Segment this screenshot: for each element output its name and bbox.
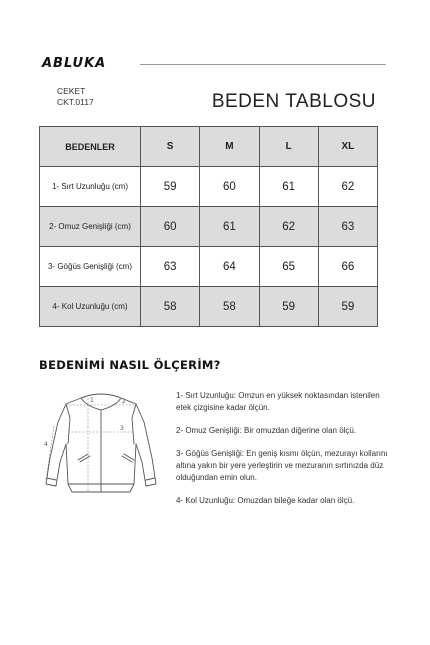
diagram-label: 1: [90, 397, 94, 404]
table-cell: 60: [141, 207, 200, 247]
product-code: CKT.0117: [57, 97, 94, 107]
table-cell: 62: [318, 167, 377, 207]
instruction-item: 2- Omuz Genişliği: Bir omuzdan diğerine olan ölçü.: [176, 426, 357, 435]
row-label: 3- Göğüs Genişliği (cm): [40, 247, 141, 287]
table-cell: 63: [318, 207, 377, 247]
row-label: 1- Sırt Uzunluğu (cm): [40, 167, 141, 207]
instruction-item: 4- Kol Uzunluğu: Omuzdan bileğe kadar olan ölçü.: [176, 496, 355, 505]
table-cell: 59: [259, 287, 318, 327]
table-cell: 59: [318, 287, 377, 327]
table-cell: 62: [259, 207, 318, 247]
brand-logo: ABLUKA: [42, 56, 107, 71]
table-cell: 58: [200, 287, 259, 327]
page-title: BEDEN TABLOSU: [211, 91, 376, 112]
product-type: CEKET: [57, 86, 86, 96]
table-cell: 60: [200, 167, 259, 207]
table-cell: 66: [318, 247, 377, 287]
instruction-item: 1- Sırt Uzunluğu: Omzun en yüksek noktasından istenilen etek çizgisine kadar ölçün.: [176, 391, 380, 412]
table-header-row: [40, 127, 378, 167]
header-cell: XL: [318, 127, 377, 167]
header-cell: L: [259, 127, 318, 167]
instruction-item: 3- Göğüs Genişliği: En geniş kısmı ölçün, mezurayı kollarını altına yakın bir yere yerleştirin ve mezuranın sırtınızda düz olduğundan emin olun.: [176, 449, 388, 482]
table-cell: 61: [200, 207, 259, 247]
table-cell: 59: [141, 167, 200, 207]
table-row: [40, 167, 378, 207]
table-cell: 58: [141, 287, 200, 327]
header-cell: M: [200, 127, 259, 167]
table-row: [40, 207, 378, 247]
table-cell: 65: [259, 247, 318, 287]
header-cell: S: [141, 127, 200, 167]
row-label: 4- Kol Uzunluğu (cm): [40, 287, 141, 327]
measure-heading: BEDENİMİ NASIL ÖLÇERİM?: [39, 358, 221, 372]
table-cell: 64: [200, 247, 259, 287]
measure-instructions: [176, 390, 391, 518]
size-table: [39, 126, 378, 327]
table-row: [40, 247, 378, 287]
table-row: [40, 287, 378, 327]
table-cell: 61: [259, 167, 318, 207]
diagram-label: 4: [44, 441, 48, 448]
diagram-label: 3: [120, 425, 124, 432]
row-label: 2- Omuz Genişliği (cm): [40, 207, 141, 247]
table-cell: 63: [141, 247, 200, 287]
header-divider: [140, 64, 386, 65]
diagram-label: 2: [122, 398, 126, 405]
header-cell: BEDENLER: [40, 127, 141, 167]
jacket-diagram: [36, 388, 166, 510]
